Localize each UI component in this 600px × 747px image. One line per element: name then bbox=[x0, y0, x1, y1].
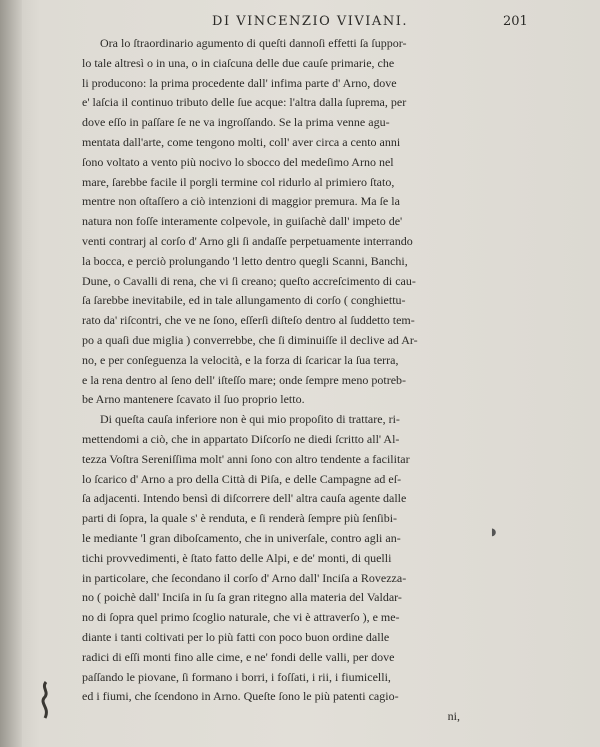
text-line: mare, ſarebbe facile il porgli termine col ridurlo al primiero ſtato, bbox=[82, 174, 395, 189]
text-line: diante i tanti coltivati per lo più fatti con poco buon ordine dalle bbox=[82, 629, 390, 644]
text-line: e la rena dentro al ſeno dell' iſteſſo mare; onde ſempre meno potreb- bbox=[82, 372, 407, 387]
text-line: ſa ſarebbe inevitabile, ed in tale allungamento di corſo ( conghiettu- bbox=[82, 293, 406, 308]
text-line: no di ſopra quel primo ſcoglio naturale, che vi è attraverſo ), e me- bbox=[82, 610, 400, 625]
text-line: dove eſſo in paſſare ſe ne va ingroſſando. Se la prima venne agu- bbox=[82, 115, 390, 130]
paragraph-1 bbox=[82, 34, 460, 410]
text-line: mettendomi a ciò, che in appartato Diſcorſo ne diedi ſcritto all' Al- bbox=[82, 431, 400, 446]
text-line: lo ſcarico d' Arno a pro della Città di Piſa, e delle Campagne ad eſ- bbox=[82, 471, 402, 486]
page-number: 201 bbox=[503, 14, 528, 29]
text-line: ed i fiumi, che ſcendono in Arno. Queſte ſono le più patenti cagio- bbox=[82, 689, 399, 704]
book-gutter bbox=[0, 0, 22, 747]
text-line: tichi provvedimenti, è ſtato fatto delle Alpi, e de' monti, di quelli bbox=[82, 550, 392, 565]
text-line: Di queſta cauſa inferiore non è qui mio propoſito di trattare, ri- bbox=[100, 412, 400, 427]
text-line: lo tale altresì o in una, o in ciaſcuna delle due cauſe primarie, che bbox=[82, 55, 395, 70]
text-line: ſa adjacenti. Intendo bensì di diſcorrere dell' altra cauſa agente dalle bbox=[82, 491, 407, 506]
text-line: po a quaſi due miglia ) converrebbe, che ſi diminuiſſe il declive ad Ar- bbox=[82, 332, 418, 347]
text-line: Ora lo ſtraordinario agumento di queſti dannoſi effetti ſa ſuppor- bbox=[100, 36, 407, 50]
text-line: mentre non oſtaſſero a ciò intenzioni di maggior premura. Ma ſe la bbox=[82, 194, 400, 209]
text-line: natura non foſſe interamente colpevole, in guiſachè dall' impeto de' bbox=[82, 214, 403, 229]
text-line: e' laſcia il continuo tributo delle ſue acque: l'altra dalla ſuprema, per bbox=[82, 95, 407, 110]
text-line: mentata dall'arte, come tengono molti, coll' aver circa a cento anni bbox=[82, 134, 401, 149]
running-title: DI VINCENZIO VIVIANI. bbox=[212, 14, 408, 29]
text-line: la bocca, e perciò prolungando 'l letto dentro quegli Scanni, Banchi, bbox=[82, 253, 408, 268]
paragraph-2 bbox=[82, 410, 460, 707]
margin-mark-icon: ◗ bbox=[491, 527, 497, 538]
text-line: le mediante 'l gran diboſcamento, che in univerſale, contro agli an- bbox=[82, 530, 401, 545]
text-line: Dune, o Cavalli di rena, che vi ſi creano; queſto accreſcimento di cau- bbox=[82, 273, 416, 288]
text-line: venti contrarj al corſo d' Arno gli ſi andaſſe perpetuamente interrando bbox=[82, 233, 413, 248]
text-line: be Arno mantenere ſcavato il ſuo proprio letto. bbox=[82, 392, 305, 407]
catchword: ni, bbox=[447, 709, 460, 724]
text-line: parti di ſopra, la quale s' è renduta, e ſi renderà ſempre più ſenſibi- bbox=[82, 511, 398, 526]
body-text bbox=[82, 34, 460, 727]
text-line: in particolare, che ſecondano il corſo d' Arno dall' Inciſa a Rovezza- bbox=[82, 570, 407, 585]
text-line: paſſando le piovane, ſi formano i borri, i foſſati, i rii, i fiumicelli, bbox=[82, 669, 391, 684]
text-line: no, e per conſeguenza la velocità, e la forza di ſcaricar la ſua terra, bbox=[82, 352, 399, 367]
text-line: rato da' riſcontri, che ve ne ſono, eſſerſi diſteſo dentro al ſuddetto tem- bbox=[82, 313, 415, 328]
binding-thread-icon bbox=[38, 680, 54, 720]
text-line: ſono voltato a vento più nocivo lo sbocco del medeſimo Arno nel bbox=[82, 154, 394, 169]
text-line: radici di eſſi monti fino alle cime, e ne' fondi delle valli, per dove bbox=[82, 649, 395, 664]
text-line: li producono: la prima procedente dall' infima parte d' Arno, dove bbox=[82, 75, 397, 90]
text-line: no ( poichè dall' Inciſa in ſu ſa gran ritegno alla materia del Valdar- bbox=[82, 590, 402, 605]
text-line: tezza Voſtra Sereniſſima molt' anni ſono con altro tendente a facilitar bbox=[82, 451, 410, 466]
